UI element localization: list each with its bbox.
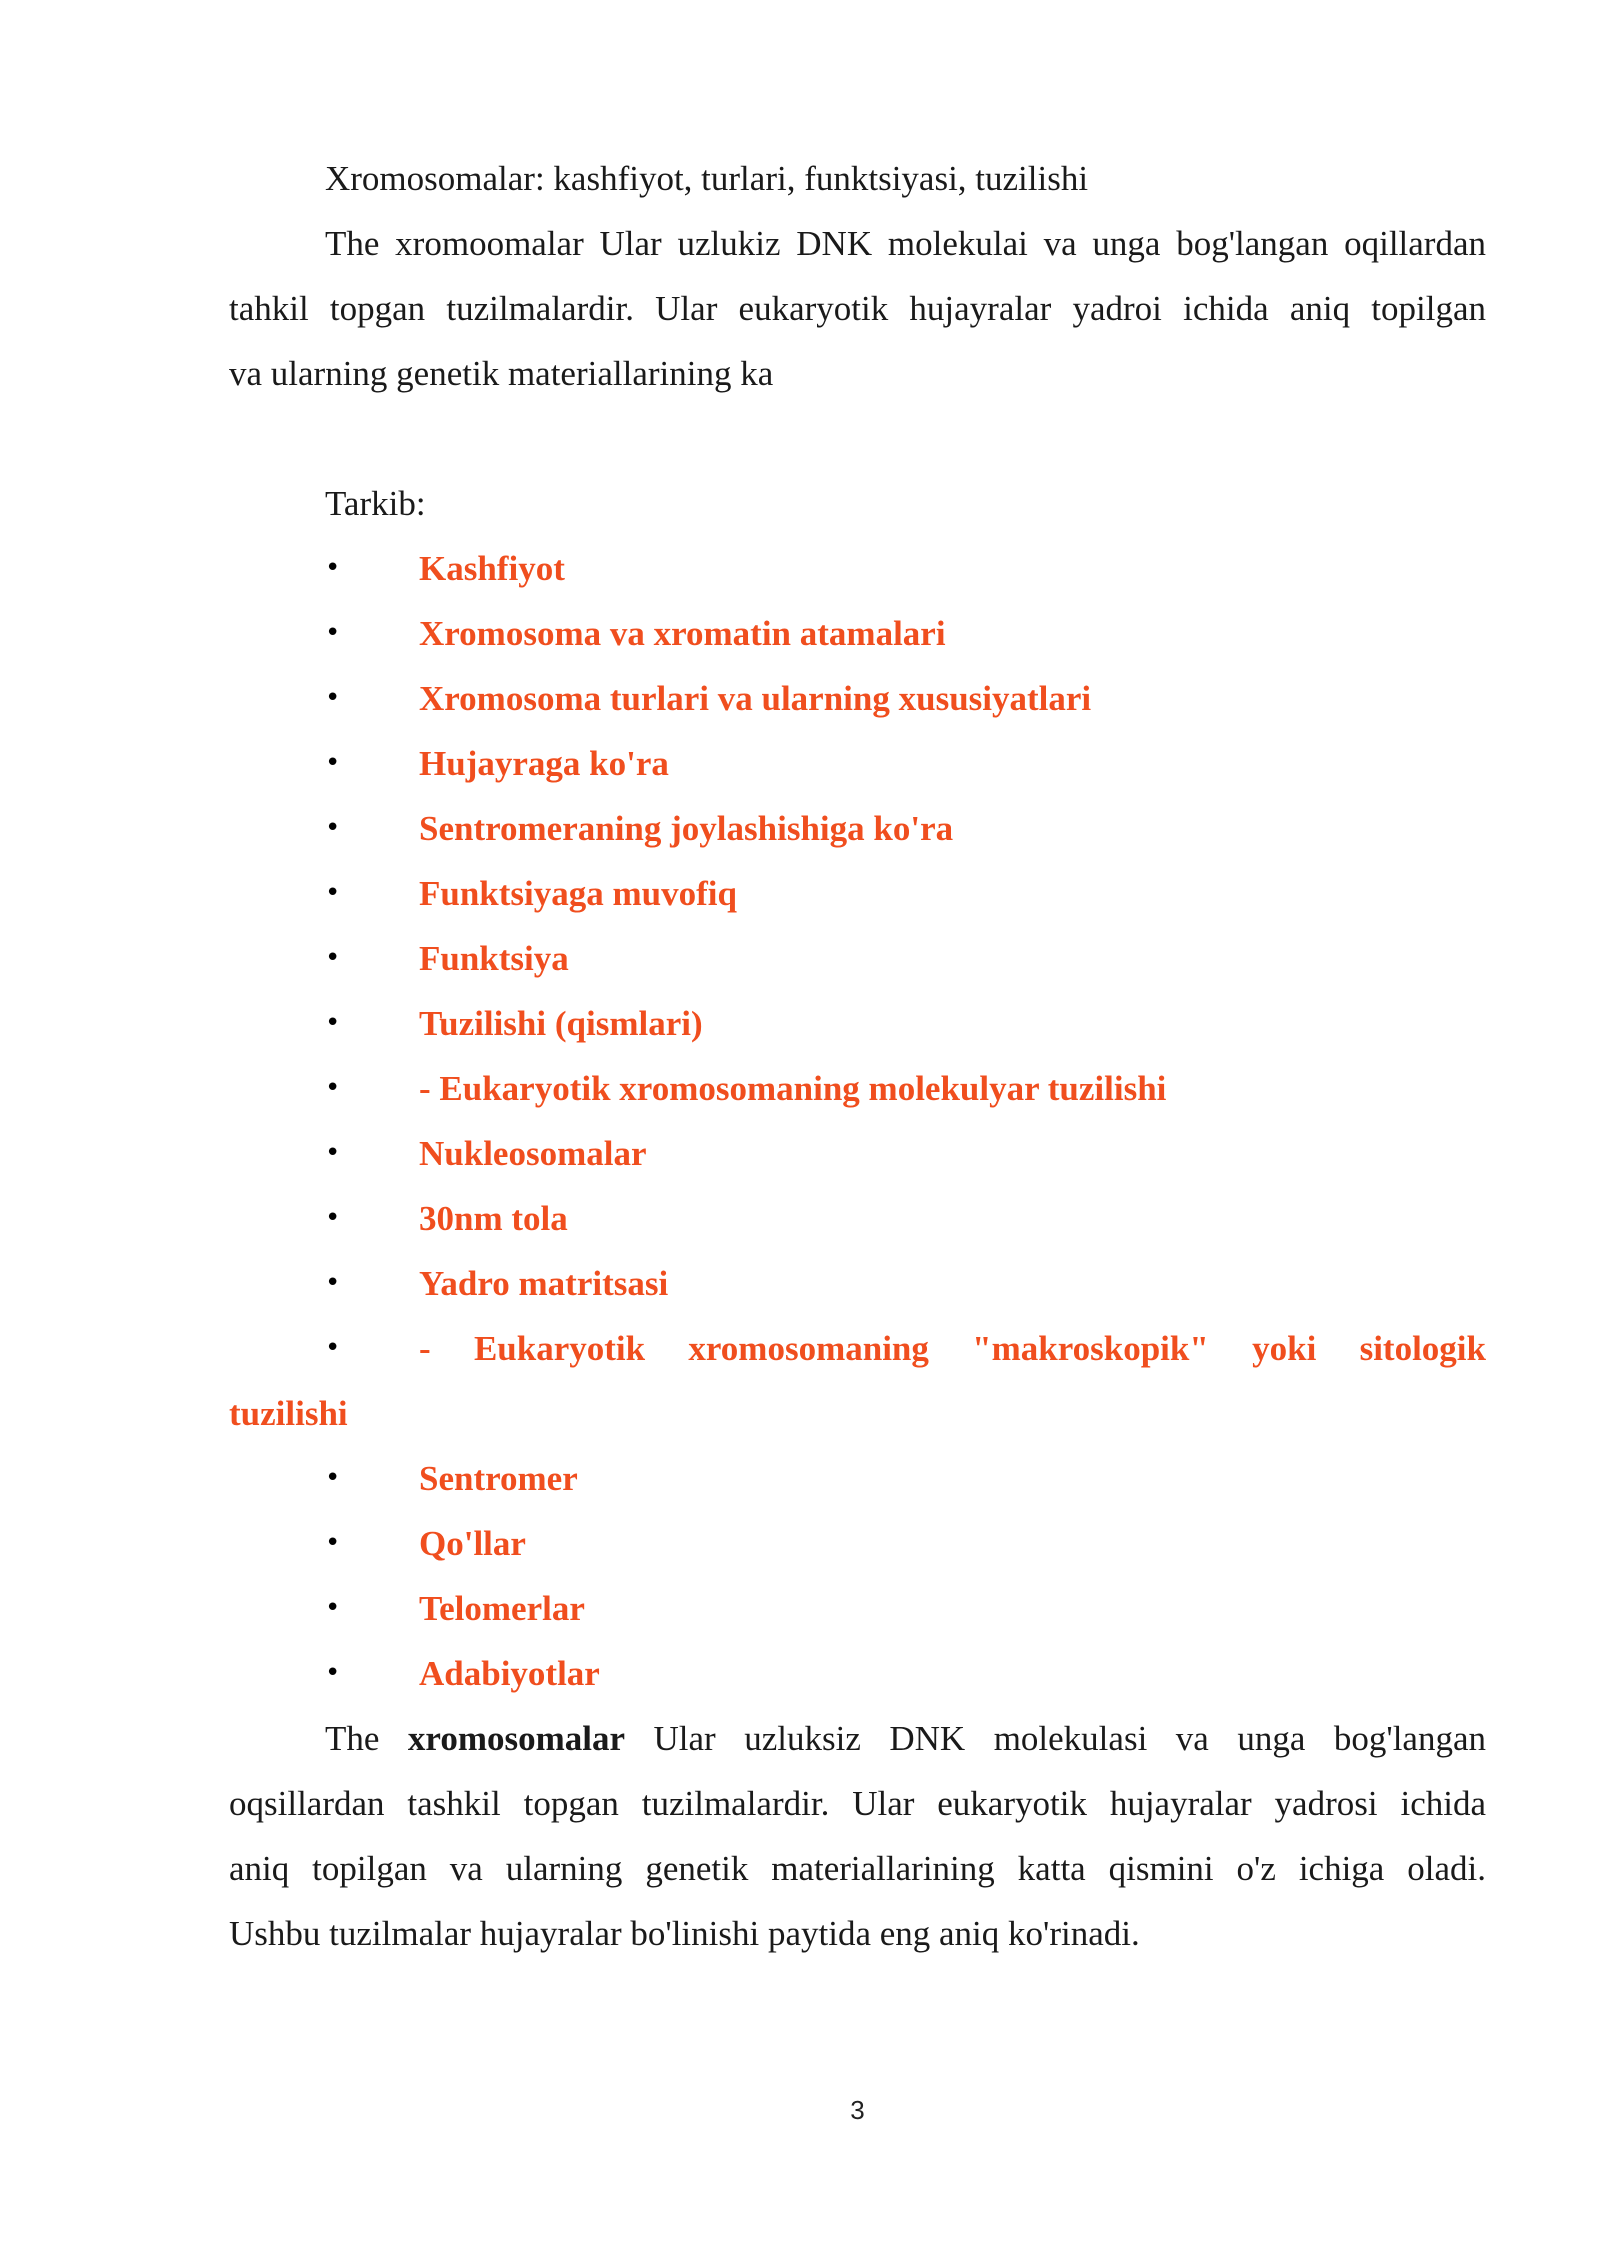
toc-link-makroskopik[interactable]: - Eukaryotik xromosomaning "makroskopik" yoki sitologik <box>419 1329 1486 1368</box>
toc-item[interactable] <box>229 1056 1486 1121</box>
bullet-icon: • <box>325 813 341 843</box>
toc-item-wrapped[interactable] <box>229 1316 1486 1446</box>
bullet-icon: • <box>325 683 341 713</box>
toc-item[interactable] <box>229 1511 1486 1576</box>
bullet-icon: • <box>325 1333 341 1363</box>
toc-link-sentromer[interactable]: Sentromer <box>419 1459 578 1498</box>
bullet-icon: • <box>325 1203 341 1233</box>
intro-line-2: tahkil topgan tuzilmalardir. Ular eukaryotik hujayralar yadroi ichida aniq topilgan <box>229 289 1486 328</box>
toc-link-molekulyar-tuzilishi[interactable]: - Eukaryotik xromosomaning molekulyar tuzilishi <box>419 1069 1167 1108</box>
bullet-icon: • <box>325 1658 341 1688</box>
toc-item[interactable] <box>229 666 1486 731</box>
body-line-2: oqsillardan tashkil topgan tuzilmalardir. Ular eukaryotik hujayralar yadrosi ichida <box>229 1784 1486 1823</box>
toc-link-nukleosomalar[interactable]: Nukleosomalar <box>419 1134 647 1173</box>
toc-item[interactable] <box>229 796 1486 861</box>
bullet-icon: • <box>325 1528 341 1558</box>
toc-link-telomerlar[interactable]: Telomerlar <box>419 1589 585 1628</box>
toc-item[interactable] <box>229 731 1486 796</box>
document-heading: Xromosomalar: kashfiyot, turlari, funktsiyasi, tuzilishi <box>325 159 1089 198</box>
body-line-1 <box>229 1706 1486 1771</box>
toc-link-sentromera[interactable]: Sentromeraning joylashishiga ko'ra <box>419 809 954 848</box>
bullet-icon: • <box>325 618 341 648</box>
table-of-contents <box>229 536 1486 1706</box>
bullet-icon: • <box>325 1008 341 1038</box>
body-prefix: The <box>325 1719 408 1758</box>
toc-link-hujayraga-kora[interactable]: Hujayraga ko'ra <box>419 744 669 783</box>
toc-item[interactable] <box>229 1576 1486 1641</box>
toc-label: Tarkib: <box>325 484 426 523</box>
toc-item[interactable] <box>229 926 1486 991</box>
toc-item[interactable] <box>229 1121 1486 1186</box>
toc-link-makroskopik-continued[interactable]: tuzilishi <box>229 1394 348 1433</box>
toc-link-yadro-matritsasi[interactable]: Yadro matritsasi <box>419 1264 669 1303</box>
bullet-icon: • <box>325 1463 341 1493</box>
toc-item[interactable] <box>229 1186 1486 1251</box>
bullet-icon: • <box>325 748 341 778</box>
bullet-icon: • <box>325 553 341 583</box>
page-content <box>229 146 1486 1966</box>
toc-link-xromosoma-xromatin[interactable]: Xromosoma va xromatin atamalari <box>419 614 946 653</box>
page-number: 3 <box>850 2095 865 2125</box>
toc-link-qollar[interactable]: Qo'llar <box>419 1524 526 1563</box>
toc-item[interactable] <box>229 1251 1486 1316</box>
toc-item[interactable] <box>229 601 1486 666</box>
toc-link-30nm-tola[interactable]: 30nm tola <box>419 1199 568 1238</box>
body-line-3: aniq topilgan va ularning genetik materiallarining katta qismini o'z ichiga oladi. <box>229 1849 1486 1888</box>
toc-link-funktsiyaga[interactable]: Funktsiyaga muvofiq <box>419 874 737 913</box>
bullet-icon: • <box>325 943 341 973</box>
bullet-icon: • <box>325 878 341 908</box>
bullet-icon: • <box>325 1138 341 1168</box>
bullet-icon: • <box>325 1593 341 1623</box>
toc-link-xromosoma-turlari[interactable]: Xromosoma turlari va ularning xususiyatlari <box>419 679 1092 718</box>
toc-item[interactable] <box>229 536 1486 601</box>
body-term: xromosomalar <box>407 1719 626 1758</box>
body-line-4: Ushbu tuzilmalar hujayralar bo'linishi paytida eng aniq ko'rinadi. <box>229 1914 1140 1953</box>
toc-item[interactable] <box>229 991 1486 1056</box>
body-line-1-rest: Ular uzluksiz DNK molekulasi va unga bog'langan <box>625 1719 1486 1758</box>
toc-item[interactable] <box>229 1641 1486 1706</box>
toc-link-adabiyotlar[interactable]: Adabiyotlar <box>419 1654 600 1693</box>
toc-link-tuzilishi[interactable]: Tuzilishi (qismlari) <box>419 1004 703 1043</box>
toc-item[interactable] <box>229 861 1486 926</box>
toc-item[interactable] <box>229 1446 1486 1511</box>
blank-line <box>229 406 1486 471</box>
intro-line-3: va ularning genetik materiallarining ka <box>229 354 774 393</box>
bullet-icon: • <box>325 1073 341 1103</box>
toc-link-funktsiya[interactable]: Funktsiya <box>419 939 569 978</box>
toc-link-kashfiyot[interactable]: Kashfiyot <box>419 549 565 588</box>
bullet-icon: • <box>325 1268 341 1298</box>
intro-line-1: The xromoomalar Ular uzlukiz DNK molekulai va unga bog'langan oqillardan <box>325 224 1486 263</box>
